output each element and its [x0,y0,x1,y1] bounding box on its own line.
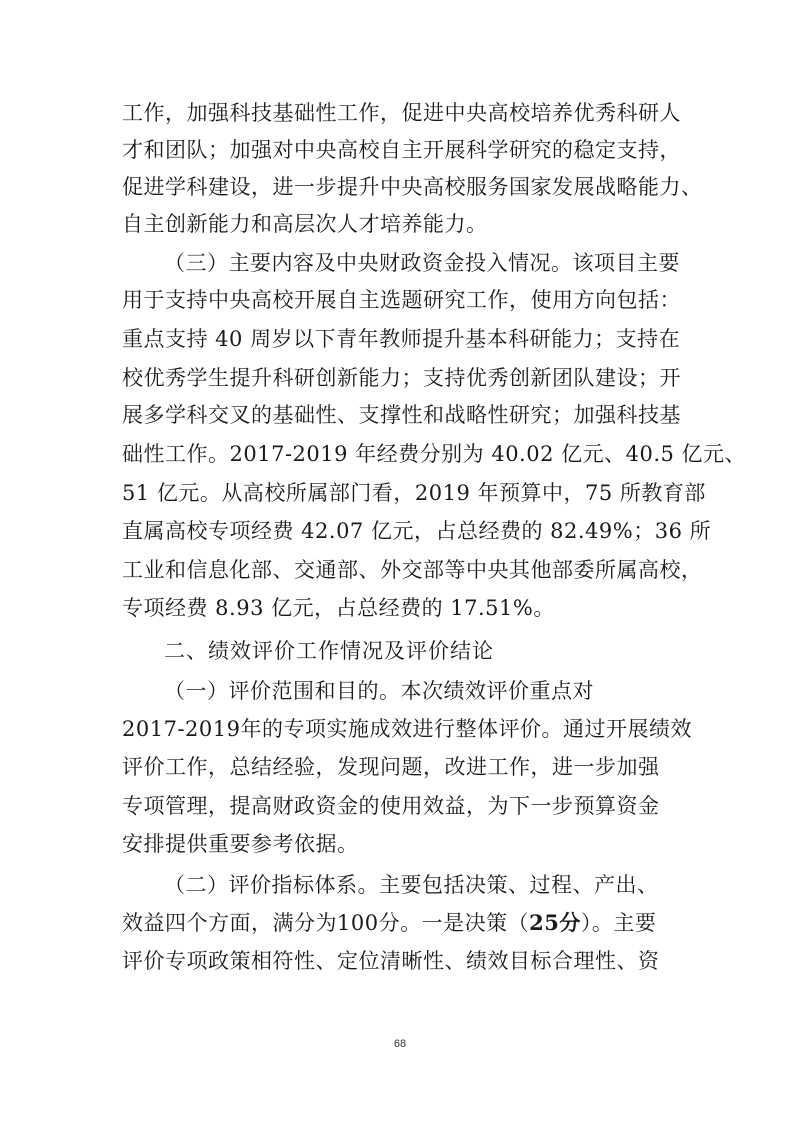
paragraph-start-line: （二）评价指标体系。主要包括决策、过程、产出、 [164,873,659,897]
text-line: 础性工作。2017-2019 年经费分别为 40.02 亿元、40.5 亿元、 [122,442,747,466]
text-line: 工业和信息化部、交通部、外交部等中央其他部委所属高校， [122,558,703,582]
text-segment: 效益四个方面，满分为100分。一是决策（ [122,911,530,935]
text-line: 评价工作，总结经验，发现问题，改进工作，进一步加强 [122,755,660,779]
text-line: 直属高校专项经费 42.07 亿元，占总经费的 82.49%；36 所 [122,519,712,543]
text-line: 展多学科交叉的基础性、支撑性和战略性研究；加强科技基 [122,403,681,427]
text-line: 校优秀学生提升科研创新能力；支持优秀创新团队建设；开 [122,366,681,390]
page-number: 68 [393,1038,407,1050]
paragraph-start-line: （三）主要内容及中央财政资金投入情况。该项目主要 [164,251,680,275]
text-line-with-bold [122,908,656,938]
bold-score: 25分 [529,910,581,935]
text-line: 促进学科建设，进一步提升中央高校服务国家发展战略能力、 [122,175,703,199]
text-line: 工作，加强科技基础性工作，促进中央高校培养优秀科研人 [122,101,681,125]
text-segment: ）。主要 [580,911,657,935]
text-line: 评价专项政策相符性、定位清晰性、绩效目标合理性、资 [122,949,660,973]
text-line: 专项经费 8.93 亿元，占总经费的 17.51%。 [122,596,555,620]
text-line: 安排提供重要参考依据。 [122,832,359,856]
section-heading: 二、绩效评价工作情况及评价结论 [164,639,494,663]
text-line: 专项管理，提高财政资金的使用效益，为下一步预算资金 [122,794,660,818]
text-line: 才和团队；加强对中央高校自主开展科学研究的稳定支持， [122,138,681,162]
text-line: 重点支持 40 周岁以下青年教师提升基本科研能力；支持在 [122,327,681,351]
text-line: 2017-2019年的专项实施成效进行整体评价。通过开展绩效 [122,717,692,741]
text-line: 自主创新能力和高层次人才培养能力。 [122,212,488,236]
text-line: 51 亿元。从高校所属部门看，2019 年预算中，75 所教育部 [122,481,706,505]
paragraph-start-line: （一）评价范围和目的。本次绩效评价重点对 [164,679,594,703]
text-line: 用于支持中央高校开展自主选题研究工作，使用方向包括： [122,288,681,312]
